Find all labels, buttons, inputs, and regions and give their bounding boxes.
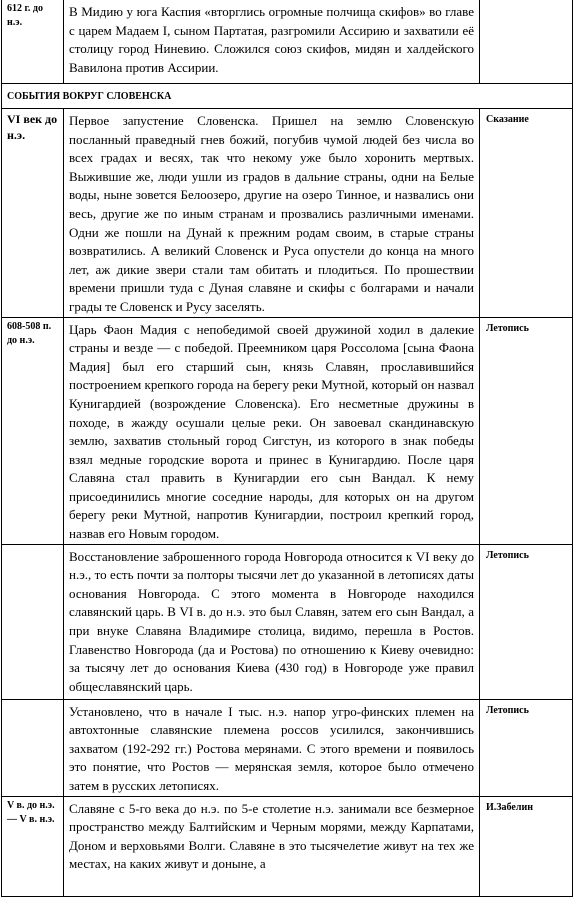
event-text-cell: Царь Фаон Мадия с непобедимой своей дружиной ходил в далекие страны и везде — с победой. Преемником царя Россолома [сына Фаона Мадия] был его старший сын, князь Славян, прославившийся построением крепкого города на берегу реки Мутной, который он назвал Кунигардией (возрождение Словенска). Его несметные дружины в походе, в жажду осушали целые реки. Он завоевал скандинавскую землю, захватив стольный город Сигстун, из которого в знак победы взял медные городские ворота и принес в Кунигардию. После царя Славяна стал править в Кунигардии его сын Вандал. К нему присоединились многие соседние народы, для которых он на другом берегу реки Мутной, напротив Кунигардии, построил крепкий город, назвав его Новым городом. — [64, 317, 480, 544]
source-cell: Летопись — [480, 699, 573, 796]
date-cell — [2, 699, 64, 796]
date-cell: 612 г. до н.э. — [2, 0, 64, 84]
chronology-table — [1, 0, 573, 897]
table-row — [2, 317, 573, 544]
table-row — [2, 699, 573, 796]
date-cell: V в. до н.э. — V в. н.э. — [2, 796, 64, 896]
table-row — [2, 109, 573, 318]
event-text-cell: Славяне с 5-го века до н.э. по 5-е столетие н.э. занимали все безмерное пространство между Балтийским и Черным морями, между Карпатами, Доном и верховьями Волги. Славяне в это тысячелетие живут на тех же местах, на каких живут и доныне, а — [64, 796, 480, 896]
section-title: СОБЫТИЯ ВОКРУГ СЛОВЕНСКА — [2, 84, 573, 109]
source-cell: И.Забелин — [480, 796, 573, 896]
source-cell: Летопись — [480, 544, 573, 699]
date-cell: VI век до н.э. — [2, 109, 64, 318]
source-cell: Сказание — [480, 109, 573, 318]
table-row — [2, 796, 573, 896]
section-header-row — [2, 84, 573, 109]
date-cell — [2, 544, 64, 699]
event-text-cell: Восстановление заброшенного города Новгорода относится к VI веку до н.э., то есть почти за полторы тысячи лет до указанной в летописях даты основания Новгорода. С этого момента в Новгороде находился славянский царь. В VI в. до н.э. это был Славян, затем его сын Вандал, а при внуке Славяна Владимире столица, видимо, перешла в Ростов. Главенство Новгорода (да и Ростова) по отношению к Киеву очевидно: за тысячу лет до основания Киева (430 год) в Новгороде уже правил общеславянский царь. — [64, 544, 480, 699]
event-text-cell: Установлено, что в начале I тыс. н.э. напор угро-финских племен на автохтонные славянские племена россов усилился, закончившись захватом (192-292 гг.) Ростова мерянами. С этого времени и появилось это понятие, что Ростов — мерянская земля, которое было отмечено затем в русских летописях. — [64, 699, 480, 796]
event-text-cell: Первое запустение Словенска. Пришел на землю Словенскую посланный праведный гнев божий, погубив чумой людей без числа во всех градах и весях, так что некому уже было хоронить мертвых. Выжившие же, люди ушли из градов в дальние страны, одни на Белые воды, ныне зовется Белоозеро, другие на озеро Тинное, и назвались они весь, другие же по иным странам и прозвались различными именами. Одни же пошли на Дунай к прежним родам своим, в старые страны возвратились. А великий Словенск и Руса опустели до конца на много лет, аж дикие звери стали там обитать и плодиться. По прошествии времени пришли туда с Дуная славяне и скифы с болгарами и начали грады те Словенск и Русу заселять. — [64, 109, 480, 318]
source-cell — [480, 0, 573, 84]
event-text-cell: В Мидию у юга Каспия «вторглись огромные полчища скифов» во главе с царем Мадаем I, сыном Партатая, разгромили Ассирию и захватили её столицу город Ниневию. Сложился союз скифов, мидян и халдейского Вавилона против Ассирии. — [64, 0, 480, 84]
source-cell: Летопись — [480, 317, 573, 544]
date-cell: 608-508 п. до н.э. — [2, 317, 64, 544]
table-row — [2, 544, 573, 699]
table-row — [2, 0, 573, 84]
